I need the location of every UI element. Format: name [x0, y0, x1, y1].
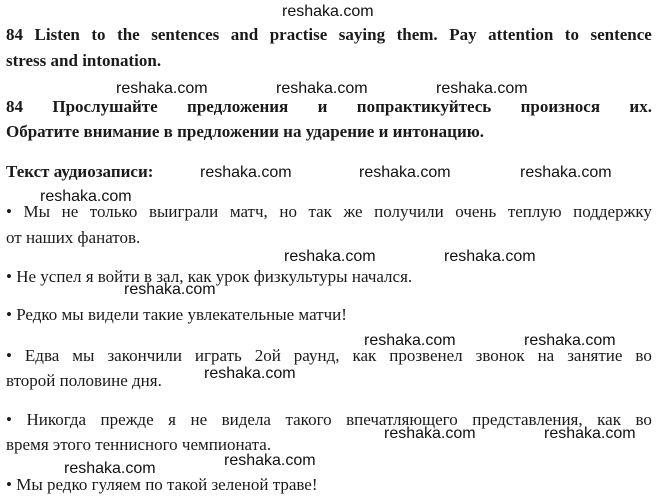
exercise-ru-line2: Обратите внимание в предложении на ударение и интонацию.	[6, 122, 484, 141]
word: такого	[285, 410, 332, 429]
transcript-label: Текст аудиозаписи:	[6, 162, 154, 181]
word: to	[564, 25, 579, 44]
word: только	[89, 202, 138, 221]
word: •	[6, 202, 12, 221]
watermark: reshaka.com	[40, 188, 132, 205]
word: как	[597, 410, 621, 429]
word: Pay	[449, 25, 477, 44]
watermark: reshaka.com	[124, 281, 216, 298]
word: на	[537, 346, 555, 365]
word: видела	[221, 410, 271, 429]
word: теплую	[507, 202, 562, 221]
word: sentences	[151, 25, 220, 44]
sentence-1-line1	[6, 203, 652, 220]
word: и	[317, 97, 328, 116]
word: saying	[338, 25, 386, 44]
word: sentence	[590, 25, 652, 44]
exercise-ru-line1	[6, 98, 652, 115]
word: Listen	[34, 25, 80, 44]
word: •	[6, 410, 12, 429]
watermark: reshaka.com	[520, 164, 612, 181]
word: поддержку	[573, 202, 652, 221]
sentence-6: • Мы редко гуляем по такой зеленой траве!	[6, 475, 318, 494]
watermark: reshaka.com	[384, 425, 476, 442]
sentence-5-line2: время этого теннисного чемпионата.	[6, 435, 272, 454]
word: Мы	[23, 202, 51, 221]
word: Прослушайте	[52, 97, 158, 116]
watermark: reshaka.com	[436, 80, 528, 97]
word: 84	[6, 97, 23, 116]
word: же	[343, 202, 363, 221]
word: впечатляющего	[346, 410, 458, 429]
word: выиграли	[148, 202, 219, 221]
word: получили	[374, 202, 444, 221]
word: не	[190, 410, 208, 429]
watermark: reshaka.com	[282, 3, 374, 20]
word: но	[279, 202, 297, 221]
sentence-3: • Редко мы видели такие увлекательные матчи!	[6, 305, 347, 324]
word: Никогда	[26, 410, 87, 429]
watermark: reshaka.com	[284, 248, 376, 265]
watermark: reshaka.com	[116, 80, 208, 97]
word: attention	[488, 25, 554, 44]
word: to	[91, 25, 106, 44]
word: and	[230, 25, 259, 44]
word: 2ой	[254, 346, 281, 365]
word: не	[61, 202, 79, 221]
word: предложения	[187, 97, 289, 116]
word: прежде	[100, 410, 154, 429]
word: прозвенел	[389, 346, 463, 365]
exercise-en-line2: stress and intonation.	[6, 51, 162, 70]
word: я	[168, 410, 176, 429]
word: во	[635, 346, 652, 365]
word: произнося	[520, 97, 601, 116]
word: играть	[194, 346, 242, 365]
watermark: reshaka.com	[276, 80, 368, 97]
sentence-1-line2: от наших фанатов.	[6, 228, 141, 247]
word: закончили	[107, 346, 182, 365]
word: Едва	[24, 346, 60, 365]
word: practise	[269, 25, 328, 44]
word: мы	[72, 346, 95, 365]
exercise-en-line1	[6, 26, 652, 43]
word: как	[352, 346, 377, 365]
word: во	[635, 410, 652, 429]
watermark: reshaka.com	[200, 164, 292, 181]
word: так	[308, 202, 332, 221]
word: раунд,	[293, 346, 340, 365]
word: •	[6, 346, 12, 365]
watermark: reshaka.com	[359, 164, 451, 181]
word: матч,	[229, 202, 268, 221]
word: занятие	[567, 346, 623, 365]
watermark: reshaka.com	[524, 332, 616, 349]
word: 84	[6, 25, 23, 44]
watermark: reshaka.com	[64, 460, 156, 477]
word: them.	[396, 25, 438, 44]
watermark: reshaka.com	[204, 365, 296, 382]
sentence-2: • Не успел я войти в зал, как урок физкультуры начался.	[6, 267, 413, 286]
word: звонок	[475, 346, 525, 365]
watermark: reshaka.com	[444, 248, 536, 265]
watermark: reshaka.com	[224, 452, 316, 469]
word: очень	[455, 202, 497, 221]
word: представления,	[472, 410, 583, 429]
word: the	[117, 25, 140, 44]
sentence-5-line1	[6, 411, 652, 428]
word: их.	[629, 97, 652, 116]
watermark: reshaka.com	[364, 332, 456, 349]
word: попрактикуйтесь	[356, 97, 492, 116]
sentence-4-line2: второй половине дня.	[6, 371, 162, 390]
sentence-4-line1	[6, 347, 652, 364]
watermark: reshaka.com	[544, 425, 636, 442]
